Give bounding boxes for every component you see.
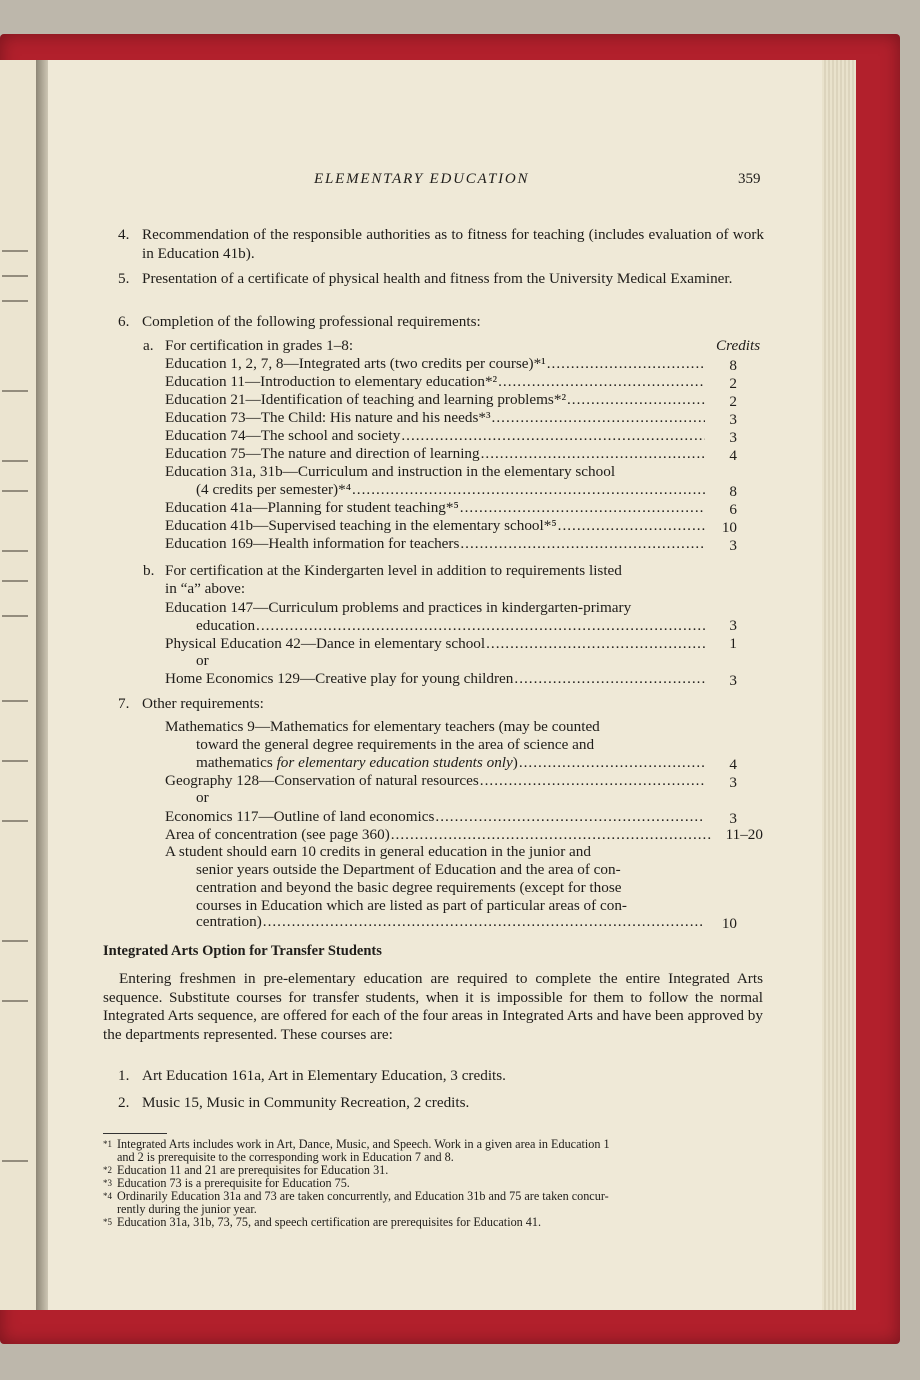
item-text: Presentation of a certificate of physical health and fitness from the University Medical Examiner. bbox=[142, 270, 733, 287]
course-text: Education 21—Identification of teaching and learning problems*² bbox=[165, 391, 566, 408]
course-text-plain: mathematics bbox=[196, 754, 277, 771]
section-letter: b. bbox=[143, 562, 155, 579]
course-credits: 3 bbox=[729, 617, 737, 634]
course-credits: 1 bbox=[729, 635, 737, 652]
course-line bbox=[165, 355, 705, 373]
list-number: 1. bbox=[118, 1067, 130, 1084]
course-text: Economics 117—Outline of land economics bbox=[165, 808, 435, 825]
item-number: 6. bbox=[118, 313, 130, 330]
course-text: Education 169—Health information for teachers bbox=[165, 535, 460, 552]
course-text: Education 75—The nature and direction of learning bbox=[165, 445, 480, 462]
item-number: 4. bbox=[118, 226, 130, 243]
list-number: 2. bbox=[118, 1094, 130, 1111]
course-text: Education 147—Curriculum problems and practices in kindergarten-primary bbox=[165, 599, 632, 616]
course-text bbox=[196, 754, 518, 773]
section-intro: For certification at the Kindergarten level in addition to requirements listed bbox=[165, 562, 622, 579]
course-credits: 10 bbox=[721, 915, 737, 932]
footnote-text: Education 31a, 31b, 73, 75, and speech certification are prerequisites for Education 41. bbox=[117, 1215, 542, 1229]
course-text: Education 74—The school and society bbox=[165, 427, 401, 444]
course-line bbox=[165, 463, 710, 481]
footnote bbox=[103, 1138, 761, 1164]
course-credits: 6 bbox=[729, 501, 737, 518]
course-credits: 3 bbox=[729, 810, 737, 827]
or-text: or bbox=[196, 789, 209, 806]
section-heading: Integrated Arts Option for Transfer Students bbox=[103, 943, 382, 959]
section-intro-cont: in “a” above: bbox=[165, 580, 246, 597]
course-credits: 2 bbox=[729, 393, 737, 410]
item-text: Completion of the following professional requirements: bbox=[142, 313, 481, 330]
footnote-text: Education 73 is a prerequisite for Education 75. bbox=[117, 1176, 350, 1190]
footnote bbox=[103, 1190, 761, 1216]
course-credits: 3 bbox=[729, 774, 737, 791]
footnote-mark: *1 bbox=[103, 1139, 112, 1149]
list-text: Art Education 161a, Art in Elementary Education, 3 credits. bbox=[142, 1067, 506, 1084]
course-text: Area of concentration (see page 360) bbox=[165, 826, 390, 843]
item-number: 5. bbox=[118, 270, 130, 287]
footnote-text-cont: rently during the junior year. bbox=[117, 1202, 257, 1216]
course-text: Education 11—Introduction to elementary education*² bbox=[165, 373, 498, 390]
course-line bbox=[165, 373, 705, 391]
course-credits: 8 bbox=[729, 483, 737, 500]
course-credits: 10 bbox=[721, 519, 737, 536]
item-text: Recommendation of the responsible authorities as to fitness for teaching (includes evaluation of work in Education 41b). bbox=[142, 226, 764, 262]
credits-column-header: Credits bbox=[716, 337, 761, 354]
course-credits: 3 bbox=[729, 411, 737, 428]
note-text: centration and beyond the basic degree requirements (except for those bbox=[196, 879, 622, 896]
course-credits: 3 bbox=[729, 429, 737, 446]
footnote-mark: *3 bbox=[103, 1178, 112, 1188]
item-number: 7. bbox=[118, 695, 130, 712]
course-text: Geography 128—Conservation of natural resources bbox=[165, 772, 479, 789]
course-text: toward the general degree requirements in the area of science and bbox=[196, 736, 595, 753]
footnote-mark: *2 bbox=[103, 1165, 112, 1175]
course-credits: 4 bbox=[729, 447, 737, 464]
course-line bbox=[165, 826, 711, 844]
course-line bbox=[165, 409, 705, 427]
note-text: centration) bbox=[196, 913, 262, 930]
course-text-italic: for elementary education students only bbox=[276, 754, 513, 771]
note-text: senior years outside the Department of Education and the area of con- bbox=[196, 861, 621, 878]
course-credits: 3 bbox=[729, 537, 737, 554]
footnote bbox=[103, 1216, 761, 1229]
course-text: Mathematics 9—Mathematics for elementary teachers (may be counted bbox=[165, 718, 600, 735]
footnote-mark: *5 bbox=[103, 1217, 112, 1227]
course-text: (4 credits per semester)*⁴ bbox=[196, 481, 351, 498]
course-text: Physical Education 42—Dance in elementary school bbox=[165, 635, 486, 652]
page-number: 359 bbox=[738, 171, 761, 187]
item-text: Other requirements: bbox=[142, 695, 264, 712]
course-credits: 8 bbox=[729, 357, 737, 374]
course-line bbox=[165, 635, 705, 653]
course-text: education bbox=[196, 617, 256, 634]
course-text: Education 1, 2, 7, 8—Integrated arts (two credits per course)*¹ bbox=[165, 355, 546, 372]
course-line bbox=[196, 617, 705, 635]
footnote-text-cont: and 2 is prerequisite to the corresponding work in Education 7 and 8. bbox=[117, 1150, 454, 1164]
list-text: Music 15, Music in Community Recreation, 2 credits. bbox=[142, 1094, 470, 1111]
course-line bbox=[165, 808, 705, 826]
course-line bbox=[196, 754, 705, 772]
footnote-text: Ordinarily Education 31a and 73 are taken concurrently, and Education 31b and 75 are taken concur- bbox=[117, 1189, 609, 1203]
course-text: Home Economics 129—Creative play for young children bbox=[165, 670, 514, 687]
section-letter: a. bbox=[143, 337, 154, 354]
course-credits: 11–20 bbox=[725, 826, 763, 843]
course-line bbox=[165, 535, 705, 553]
course-text: Education 73—The Child: His nature and his needs*³ bbox=[165, 409, 491, 426]
note-text: A student should earn 10 credits in general education in the junior and bbox=[165, 843, 591, 860]
footnote-text: Integrated Arts includes work in Art, Dance, Music, and Speech. Work in a given area in Education 1 bbox=[117, 1137, 610, 1151]
course-line bbox=[165, 670, 705, 688]
running-head: ELEMENTARY EDUCATION bbox=[314, 171, 530, 187]
paragraph: Entering freshmen in pre-elementary education are required to complete the entire Integrated Arts sequence. Substitute courses for transfer students, when it is impossible for them to follow the normal Integrated Arts sequence, are offered for each of the four areas in Integrated Arts and have been approved by the departments represented. These courses are: bbox=[103, 970, 763, 1043]
course-line bbox=[196, 913, 705, 931]
course-line bbox=[165, 499, 705, 517]
course-credits: 2 bbox=[729, 375, 737, 392]
footnote-text: Education 11 and 21 are prerequisites for Education 31. bbox=[117, 1163, 389, 1177]
course-line bbox=[165, 772, 705, 790]
footnote-rule bbox=[103, 1133, 167, 1134]
course-credits: 4 bbox=[729, 756, 737, 773]
or-text: or bbox=[196, 652, 209, 669]
footnote-mark: *4 bbox=[103, 1191, 112, 1201]
note-text: courses in Education which are listed as part of particular areas of con- bbox=[196, 897, 627, 914]
course-line bbox=[165, 391, 705, 409]
course-line bbox=[165, 517, 705, 535]
section-intro: For certification in grades 1–8: bbox=[165, 337, 354, 354]
course-text-end: ) bbox=[512, 754, 518, 771]
course-line bbox=[165, 427, 705, 445]
course-text: Education 41b—Supervised teaching in the elementary school*⁵ bbox=[165, 517, 557, 534]
course-text: Education 31a, 31b—Curriculum and instruction in the elementary school bbox=[165, 463, 616, 480]
course-text: Education 41a—Planning for student teaching*⁵ bbox=[165, 499, 459, 516]
course-line bbox=[165, 445, 705, 463]
course-line bbox=[196, 481, 705, 499]
course-credits: 3 bbox=[729, 672, 737, 689]
